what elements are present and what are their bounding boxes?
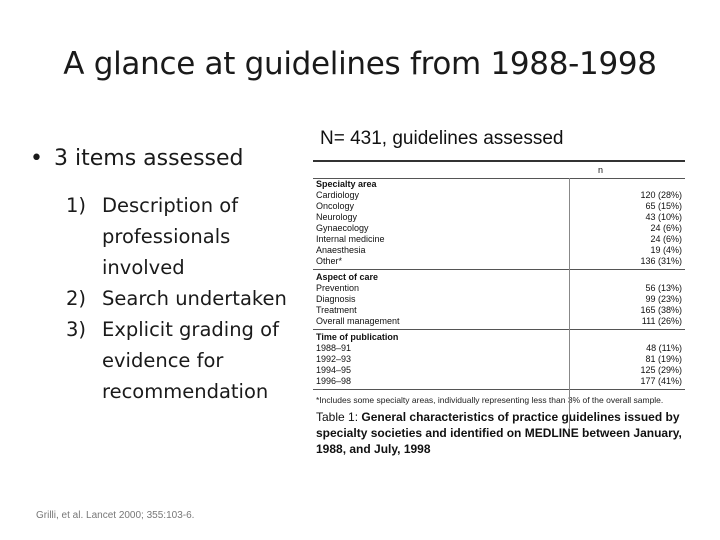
section-title-text: Specialty area bbox=[316, 179, 377, 189]
table-row bbox=[313, 256, 685, 267]
bullet-text: 3 items assessed bbox=[54, 146, 244, 171]
table-caption-prefix: Table 1: bbox=[316, 410, 362, 424]
table-row bbox=[313, 283, 685, 294]
table-section-title bbox=[313, 179, 685, 190]
section-title-text: Aspect of care bbox=[316, 272, 379, 282]
row-label: Gynaecology bbox=[316, 223, 369, 233]
table-caption-title: General characteristics of practice guidelines issued by specialty societies and identified on MEDLINE between January, 1988, and July, 1998 bbox=[316, 410, 682, 456]
row-label: Oncology bbox=[316, 201, 355, 211]
table-section bbox=[313, 332, 685, 390]
row-value: 99 (23%) bbox=[645, 294, 682, 304]
list-item-text: Explicit grading of evidence for recommendation bbox=[102, 318, 279, 403]
table-row bbox=[313, 294, 685, 305]
row-value: 19 (4%) bbox=[650, 245, 682, 255]
table-section-title bbox=[313, 332, 685, 343]
row-label: Diagnosis bbox=[316, 294, 356, 304]
row-label: Treatment bbox=[316, 305, 357, 315]
table-row bbox=[313, 223, 685, 234]
list-item bbox=[66, 190, 316, 283]
table-row bbox=[313, 201, 685, 212]
table-row bbox=[313, 234, 685, 245]
table-row bbox=[313, 245, 685, 256]
bullet-point bbox=[30, 146, 244, 171]
row-value: 165 (38%) bbox=[640, 305, 682, 315]
list-item-number: 1) bbox=[66, 194, 87, 217]
table-header-label bbox=[313, 162, 584, 178]
table-row bbox=[313, 354, 685, 365]
row-value: 65 (15%) bbox=[645, 201, 682, 211]
list-item bbox=[66, 283, 316, 314]
bullet-marker: • bbox=[30, 146, 43, 171]
table-footnote: *Includes some specialty areas, individually representing less than 3% of the overall sample. bbox=[316, 395, 664, 405]
row-label: Neurology bbox=[316, 212, 358, 222]
row-label: Prevention bbox=[316, 283, 360, 293]
row-label: 1994–95 bbox=[316, 365, 352, 375]
list-item-text: Search undertaken bbox=[102, 287, 287, 310]
table-row bbox=[313, 376, 685, 387]
row-value: 43 (10%) bbox=[645, 212, 682, 222]
row-value: 120 (28%) bbox=[640, 190, 682, 200]
table-caption bbox=[313, 405, 685, 457]
row-value: 81 (19%) bbox=[645, 354, 682, 364]
table-body bbox=[313, 179, 685, 390]
column-divider bbox=[569, 178, 570, 428]
row-value: 56 (13%) bbox=[645, 283, 682, 293]
table-header bbox=[313, 160, 685, 179]
row-label: Other* bbox=[316, 256, 343, 266]
list-item-number: 2) bbox=[66, 287, 87, 310]
list-item-text: Description of professionals involved bbox=[102, 194, 239, 279]
row-label: 1988–91 bbox=[316, 343, 352, 353]
row-label: Anaesthesia bbox=[316, 245, 366, 255]
list-item-number: 3) bbox=[66, 318, 87, 341]
table-section bbox=[313, 179, 685, 270]
row-label: Cardiology bbox=[316, 190, 360, 200]
citation: Grilli, et al. Lancet 2000; 355:103-6. bbox=[36, 510, 195, 521]
table-header-n: n bbox=[598, 165, 604, 175]
table-row bbox=[313, 190, 685, 201]
row-value: 136 (31%) bbox=[640, 256, 682, 266]
row-label: Overall management bbox=[316, 316, 400, 326]
row-value: 111 (26%) bbox=[641, 316, 682, 326]
table-row bbox=[313, 365, 685, 376]
table-section bbox=[313, 272, 685, 330]
table-row bbox=[313, 316, 685, 327]
table-section-title bbox=[313, 272, 685, 283]
row-label: 1992–93 bbox=[316, 354, 352, 364]
row-value: 48 (11%) bbox=[646, 343, 682, 353]
section-title-text: Time of publication bbox=[316, 332, 399, 342]
list-item bbox=[66, 314, 316, 407]
table-row bbox=[313, 212, 685, 223]
row-value: 177 (41%) bbox=[640, 376, 682, 386]
sample-size-caption: N= 431, guidelines assessed bbox=[320, 128, 564, 149]
row-value: 24 (6%) bbox=[650, 234, 682, 244]
row-value: 125 (29%) bbox=[640, 365, 682, 375]
numbered-list bbox=[66, 190, 316, 407]
guidelines-table bbox=[313, 160, 685, 457]
table-row bbox=[313, 343, 685, 354]
table-row bbox=[313, 305, 685, 316]
row-value: 24 (6%) bbox=[650, 223, 682, 233]
slide-title: A glance at guidelines from 1988-1998 bbox=[63, 46, 657, 82]
row-label: Internal medicine bbox=[316, 234, 385, 244]
row-label: 1996–98 bbox=[316, 376, 352, 386]
